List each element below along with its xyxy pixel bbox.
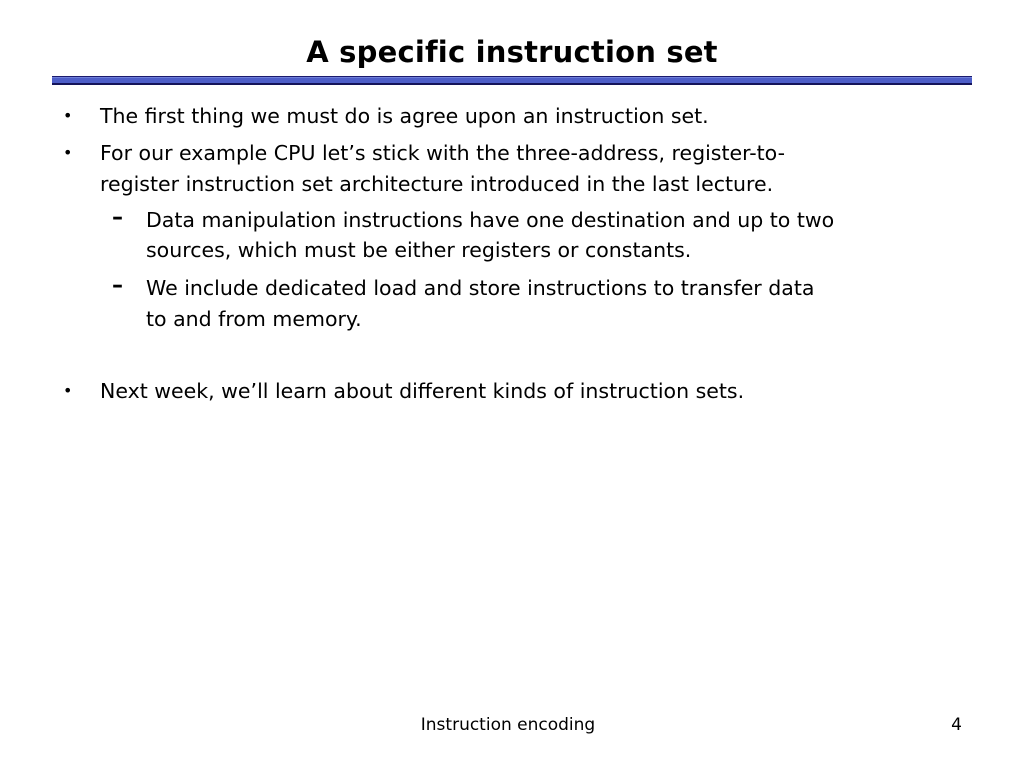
page-number: 4 (951, 715, 962, 735)
bullet-text-line-2: register instruction set architecture introduced in the last lecture. (100, 172, 774, 196)
bullet-text: The first thing we must do is agree upon an instruction set. (100, 104, 709, 128)
sub-bullet-text-line-1: Data manipulation instructions have one destination and up to two (146, 208, 835, 232)
title-underline-rule (52, 76, 972, 85)
bullet-marker: • (63, 381, 73, 400)
sub-bullet-text-line-1: We include dedicated load and store instructions to transfer data (146, 276, 815, 300)
sub-bullet-text-line-2: sources, which must be either registers or constants. (146, 238, 692, 262)
slide-title: A specific instruction set (306, 35, 718, 69)
dash-marker: – (112, 205, 123, 230)
bullet-text: Next week, we’ll learn about different kinds of instruction sets. (100, 379, 745, 403)
bullet-marker: • (63, 106, 73, 125)
footer-label: Instruction encoding (420, 715, 596, 735)
bullet-text-line-1: For our example CPU let’s stick with the three-address, register-to- (100, 141, 785, 165)
dash-marker: – (112, 273, 123, 298)
bullet-marker: • (63, 143, 73, 162)
sub-bullet-text-line-2: to and from memory. (146, 307, 362, 331)
